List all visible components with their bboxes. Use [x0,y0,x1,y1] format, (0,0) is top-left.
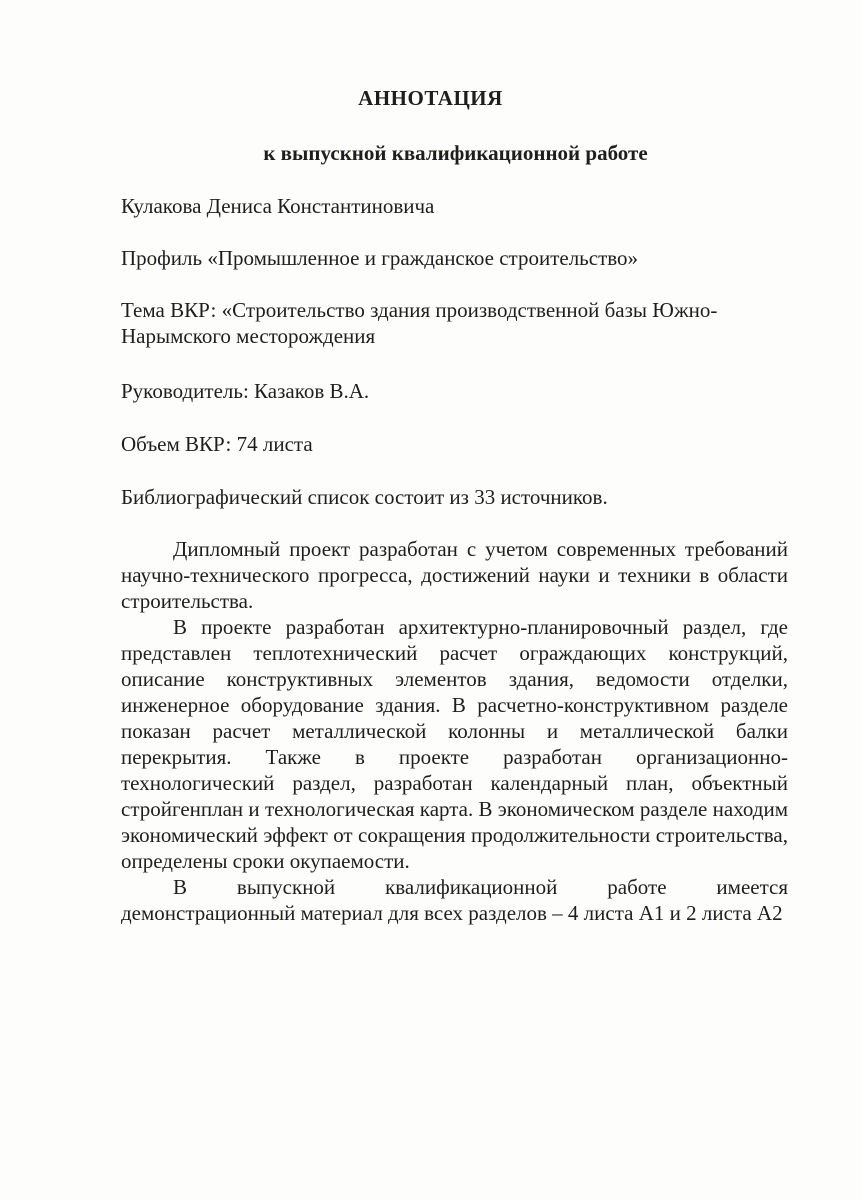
supervisor-line: Руководитель: Казаков В.А. [121,379,370,403]
bibliography-line: Библиографический список состоит из 33 источников. [121,485,608,509]
page-title: АННОТАЦИЯ [358,86,503,110]
author-line: Кулакова Дениса Константиновича [121,194,435,218]
abstract-body [121,536,788,926]
abstract-paragraph: В проекте разработан архитектурно-планировочный раздел, где представлен теплотехнический расчет ограждающих конструкций, описание конструктивных элементов здания, ведомости отделки, инженерное оборудование здания. В расчетно-конструктивном разделе показан расчет металлической колонны и металлической балки перекрытия. Также в проекте разработан организационно-технологический раздел, разработан календарный план, объектный стройгенплан и технологическая карта. В экономическом разделе находим экономический эффект от сокращения продолжительности строительства, определены сроки окупаемости. [121,615,788,873]
page-subtitle: к выпускной квалификационной работе [263,141,648,165]
profile-line: Профиль «Промышленное и гражданское строительство» [121,246,639,270]
volume-line: Объем ВКР: 74 листа [121,432,313,456]
abstract-paragraph: Дипломный проект разработан с учетом современных требований научно-технического прогресса, достижений науки и техники в области строительства. [121,537,788,613]
abstract-paragraph: В выпускной квалификационной работе имеется демонстрационный материал для всех разделов – 4 листа А1 и 2 листа А2 [121,875,788,925]
topic-line: Тема ВКР: «Строительство здания производственной базы Южно-Нарымского месторождения [121,298,718,348]
